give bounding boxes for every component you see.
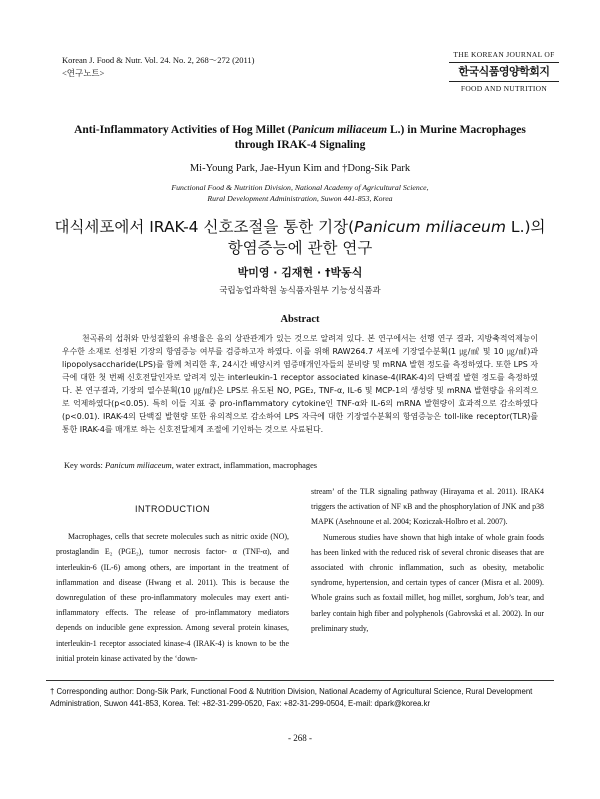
- affiliation-en-line1: Functional Food & Nutrition Division, National Academy of Agricultural Science,: [171, 183, 429, 192]
- abstract-body: [62, 332, 538, 436]
- keywords-label: Key words:: [64, 461, 103, 470]
- keywords-rest: , water extract, inflammation, macrophages: [171, 461, 318, 470]
- intro-paragraph-2: Numerous studies have shown that high intake of whole grain foods has been linked with the reduced risk of several chronic diseases that are associated with chronic inflammation, such as obesity, metabolic syndrome, hypertension, and certain types of cancer (Misra et al. 2009). Whole grains such as foxtail millet, hog millet, sorghum, Job’s tear, and barley contain high fiber and polyphenols (Gabrovská et al. 2002). In our preliminary study,: [311, 532, 544, 633]
- footnote-rule: [46, 680, 554, 681]
- title-kr: [30, 217, 570, 259]
- title-kr-part2: L.)의: [506, 218, 546, 236]
- authors-kr: 박미영 · 김재현 · †박동식: [237, 266, 363, 279]
- title-kr-line2: 항염증능에 관한 연구: [227, 239, 373, 257]
- journal-name-en-bottom: FOOD AND NUTRITION: [460, 84, 548, 93]
- keywords-species: Panicum miliaceum: [104, 461, 172, 470]
- abstract-heading: Abstract: [280, 314, 320, 325]
- intro-paragraph-1-cont: stream’ of the TLR signaling pathway (Hirayama et al. 2011). IRAK4 triggers the activation of NF κB and the phosphorylation of JNK and p38 MAPK (Asehnoune et al. 2004; Koziczak-Holbro et al. 2007).: [311, 487, 544, 527]
- header-rule-top: [449, 62, 559, 63]
- title-kr-species: Panicum miliaceum: [354, 218, 506, 236]
- corresponding-author-footnote: † Corresponding author: Dong-Sik Park, Functional Food & Nutrition Division, National Academy of Agricultural Science, Rural Development Administration, Suwon 441-853, Korea. Tel: +82-31-299-0520, Fax: +82-31-299-0504, E-mail: dpark@korea.kr: [50, 687, 533, 708]
- title-en: [40, 123, 560, 153]
- affiliation-en-line2: Rural Development Administration, Suwon 441-853, Korea: [207, 194, 393, 203]
- column-right: [311, 484, 544, 636]
- citation-line: Korean J. Food & Nutr. Vol. 24. No. 2, 268～272 (2011): [62, 55, 255, 65]
- title-kr-part1: 대식세포에서 IRAK-4 신호조절을 통한 기장(: [54, 218, 355, 236]
- intro-paragraph-1: Macrophages, cells that secrete molecules such as nitric oxide (NO), prostaglandin E₂ (PGE₂), tumor necrosis factor- α (TNF-α), and interleukin-6 (IL-6) among others, are important in the treatment of inflammation and disease (Hwang et al. 2011). This is because the downregulation of these pro-inflammatory molecules may exert anti-inflammatory effects. The release of pro-inflammatory mediators depends on inducible gene expression. Among several protein kinases, interleukin-1 receptor associated kinase-4 (IRAK-4) is known to be the initial protein kinase activated by the ‘down-: [56, 532, 289, 663]
- authors-en: Mi-Young Park, Jae-Hyun Kim and †Dong-Sik Park: [189, 163, 411, 174]
- journal-name-kr: 한국식품영양학회지: [458, 65, 550, 78]
- title-en-part2: L.) in Murine Macrophages: [387, 124, 526, 136]
- title-en-line2: through IRAK-4 Signaling: [234, 139, 366, 151]
- column-left: [56, 484, 289, 666]
- affiliation-kr: 국립농업과학원 농식품자원부 기능성식품과: [219, 286, 381, 296]
- journal-logo-block: [449, 50, 559, 94]
- article-category: <연구노트>: [62, 68, 105, 78]
- journal-citation-block: [62, 54, 255, 80]
- affiliation-en: [40, 182, 560, 204]
- introduction-heading: INTRODUCTION: [135, 504, 210, 514]
- abstract-text: 천곡류의 섭취와 만성질환의 유병율은 음의 상관관계가 있는 것으로 알려져 있다. 본 연구에서는 선행 연구 결과, 지방축적억제능이 우수한 소재로 선정된 기장의 항염증능 여부를 검증하고자 하였다. 이를 위해 RAW264.7 세포에 기장열수분획(1 ㎍/㎖ 및 10 ㎍/㎖)과 lipopolysaccharide(LPS)를 함께 처리한 후, 24시간 배양시켜 염증매개인자들의 분비량 및 mRNA 발현 정도를 측정하였다. 또한 LPS 자극에 대한 첫 번째 신호전달인자로 알려져 있는 interleukin-1 receptor associated kinase-4(IRAK-4)의 단백질 발현 정도를 측정하였다. 본 연구결과, 기장의 열수분획(10 ㎍/㎖)은 LPS로 유도된 NO, PGE₂, TNF-α, IL-6 및 MCP-1의 생성량 및 mRNA 발현량을 유의적으로 억제하였다(p<0.05). 특히 이들 지표 중 pro-inflammatory cytokine인 TNF-α와 IL-6의 mRNA 발현량이 효과적으로 감소하였다(p<0.01). IRAK-4의 단백질 발현량 또한 유의적으로 감소하여 LPS 자극에 대한 기장열수분획의 항염증능은 toll-like receptor(TLR)를 통한 IRAK-4를 매개로 하는 신호전달체계 조절에 기인하는 것으로 사료된다.: [62, 334, 538, 434]
- title-en-species: Panicum miliaceum: [291, 124, 388, 136]
- page-number: - 268 -: [288, 733, 312, 743]
- title-en-part1: Anti-Inflammatory Activities of Hog Millet (: [74, 124, 292, 136]
- header-rule-bottom: [449, 81, 559, 82]
- journal-name-en-top: THE KOREAN JOURNAL OF: [453, 50, 555, 59]
- keywords-line: [62, 460, 538, 472]
